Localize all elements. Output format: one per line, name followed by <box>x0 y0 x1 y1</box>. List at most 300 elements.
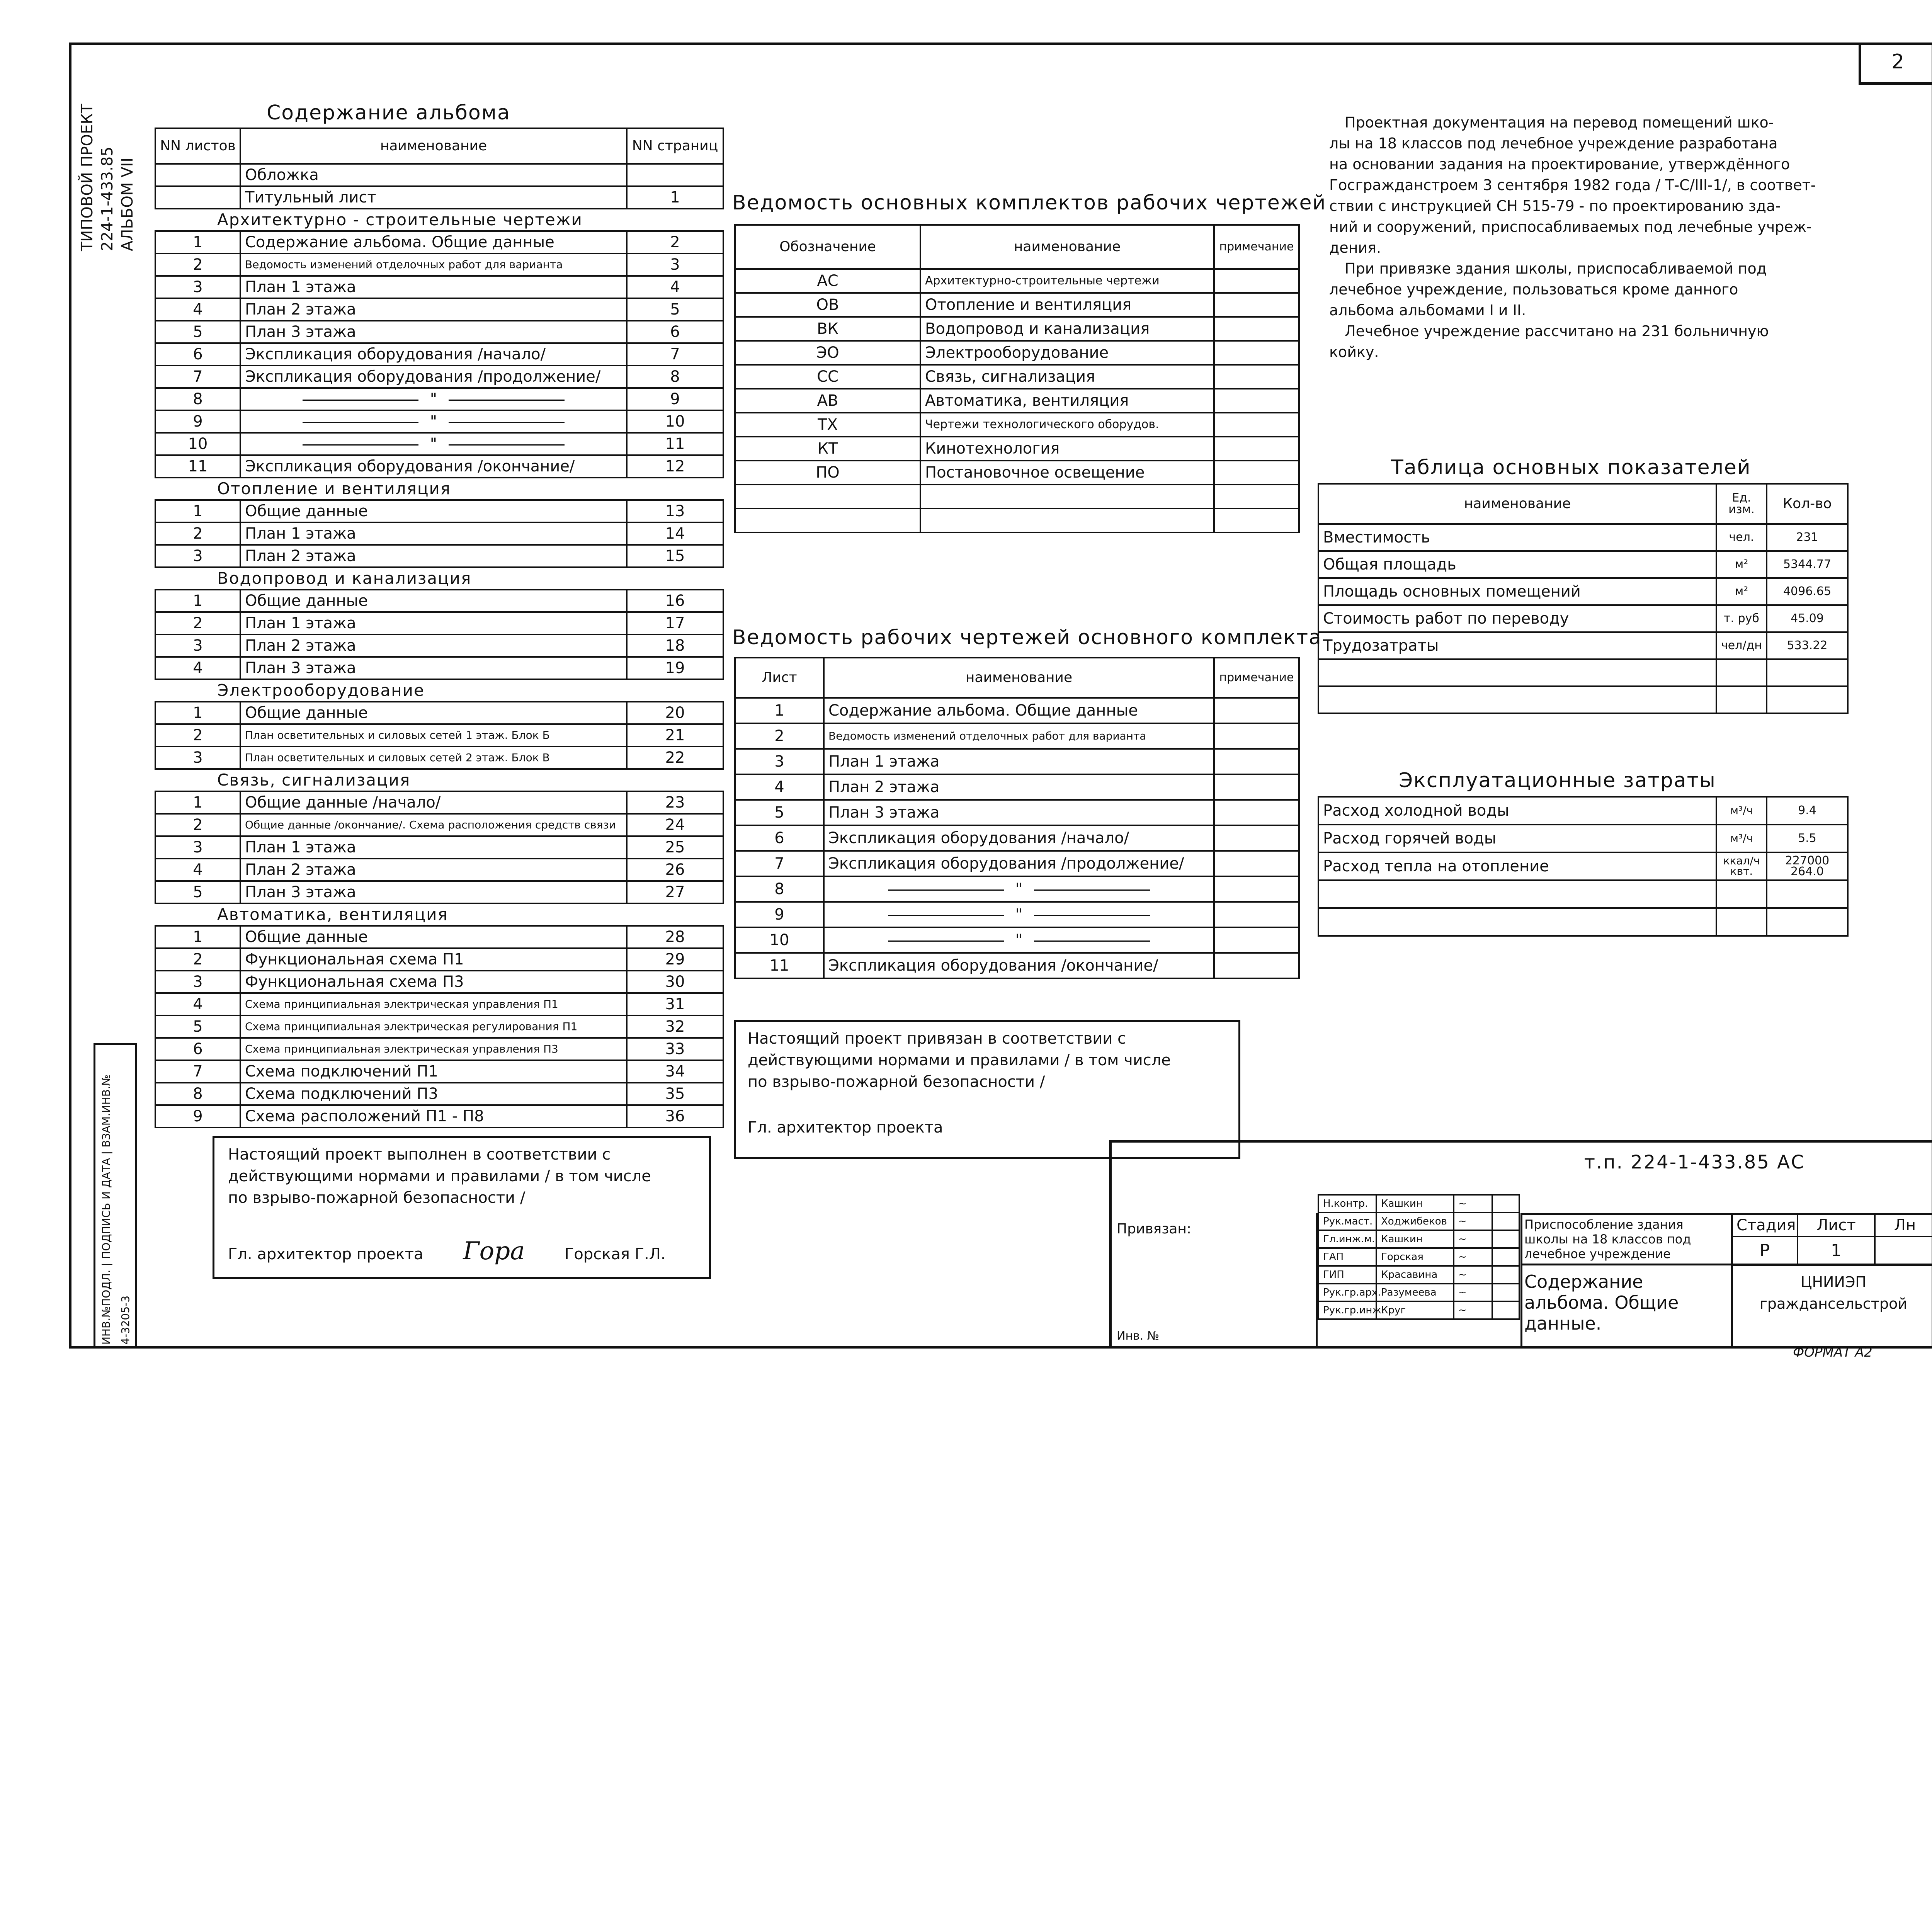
set-note <box>1214 317 1299 341</box>
page-no: 31 <box>627 993 723 1015</box>
title-code: т.п. 224-1-433.85 АС <box>1584 1151 1805 1173</box>
sheet-note <box>1214 723 1299 749</box>
table-row <box>155 769 723 791</box>
table-row <box>155 298 723 321</box>
table-row <box>1318 1284 1519 1301</box>
description-line: на основании задания на проектирование, утверждённого <box>1329 156 1790 173</box>
ditto-line <box>303 422 418 423</box>
page-no: 11 <box>627 433 723 455</box>
sheet-no: 1 <box>155 590 240 612</box>
page-no: 23 <box>627 791 723 814</box>
indicator-qty: 533.22 <box>1767 632 1848 659</box>
sheet-name: Содержание альбома. Общие данные <box>240 231 627 253</box>
person-signature: ~ <box>1454 1284 1492 1301</box>
set-code: КТ <box>735 437 920 461</box>
set-code: ПО <box>735 461 920 485</box>
indicators-title: Таблица основных показателей <box>1391 456 1751 479</box>
person-signature: ~ <box>1454 1213 1492 1230</box>
page-no: 1 <box>627 186 723 209</box>
set-code: ТХ <box>735 413 920 437</box>
table-row <box>735 293 1299 317</box>
sheet-name: План 1 этажа <box>240 522 627 545</box>
sheet-no: 7 <box>735 851 824 876</box>
set-note <box>1214 389 1299 413</box>
page-no: 20 <box>627 702 723 724</box>
set-note <box>1214 341 1299 365</box>
work-drawings-rows <box>735 698 1299 978</box>
sheet-no: 6 <box>735 825 824 851</box>
sheet-no: 11 <box>155 455 240 478</box>
person-name: Кашкин <box>1376 1230 1454 1248</box>
set-name: Водопровод и канализация <box>920 317 1214 341</box>
table-row <box>155 1105 723 1128</box>
sheet-name: План 3 этажа <box>240 881 627 903</box>
sheet-name: План осветительных и силовых сетей 2 этаж. Блок В <box>240 747 627 769</box>
person-role: Гл.инж.м. <box>1318 1230 1376 1248</box>
indicator-unit <box>1716 659 1767 686</box>
sheet-no: 2 <box>155 814 240 836</box>
sheet-name: Экспликация оборудования /начало/ <box>240 343 627 366</box>
work-drawings-table: Лист наименование примечание 1 Содержание альбома. Общие данные 2 Ведомость изменений отделочных работ для варианта 3 План 1 этажа 4 План 2 этажа 5 План 3 этажа 6 Экспликация оборудования /начало/ 7 Экспликация оборудования /продолжение/ 8 " 9 " 10 " 11 Экспликация оборудования /окончание/ <box>734 657 1300 979</box>
indicator-name: Стоимость работ по переводу <box>1318 605 1716 632</box>
person-signature: ~ <box>1454 1195 1492 1213</box>
set-name: Архитектурно-строительные чертежи <box>920 269 1214 293</box>
table-row <box>155 164 723 186</box>
set-note <box>1214 269 1299 293</box>
page-no: 10 <box>627 410 723 433</box>
table-row <box>1318 686 1848 713</box>
sheet-name: План 1 этажа <box>824 749 1214 774</box>
sheet-name: " <box>240 433 627 455</box>
person-role: ГИП <box>1318 1266 1376 1284</box>
set-note <box>1214 365 1299 389</box>
ditto-line <box>1034 915 1150 916</box>
cost-qty <box>1767 908 1848 936</box>
stage-table: Стадия Лист Лн Р 1 <box>1731 1213 1932 1266</box>
table-row <box>155 993 723 1015</box>
sheet-name: Схема принципиальная электрическая управления П3 <box>240 1038 627 1060</box>
table-row <box>155 814 723 836</box>
sheet-name: План осветительных и силовых сетей 1 этаж. Блок Б <box>240 724 627 747</box>
page-no: 5 <box>627 298 723 321</box>
table-row <box>155 433 723 455</box>
contents-table <box>155 128 724 1128</box>
section-heading: Архитектурно - строительные чертежи <box>155 209 723 231</box>
sheet-no: 1 <box>155 500 240 522</box>
table-row <box>735 413 1299 437</box>
indicator-unit <box>1716 686 1767 713</box>
table-row <box>1318 1266 1519 1284</box>
sheet-name: План 1 этажа <box>240 836 627 859</box>
table-row <box>155 747 723 769</box>
table-row <box>155 702 723 724</box>
sheet-no: 1 <box>155 702 240 724</box>
set-name: Связь, сигнализация <box>920 365 1214 389</box>
main-sets-table: Обозначение наименование примечание АС Архитектурно-строительные чертежи ОВ Отопление и вентиляция ВК Водопровод и канализация ЭО Электрооборудование СС Связь, сигнализация АВ Автоматика, вентиляция ТХ Чертежи технологического оборудов. КТ Кинотехнология ПО Постановочное освещение <box>734 224 1300 533</box>
table-row <box>1318 632 1848 659</box>
note-left-signer: Гл. архитектор проекта Гора Горская Г.Л. <box>228 1237 666 1265</box>
indicator-qty: 5344.77 <box>1767 551 1848 578</box>
table-row <box>735 800 1299 825</box>
page-no: 6 <box>627 321 723 343</box>
table-row <box>1318 605 1848 632</box>
sheet-name: " <box>824 876 1214 902</box>
ditto-line <box>888 889 1004 891</box>
cost-qty: 9.4 <box>1767 797 1848 825</box>
sheet-no: 6 <box>155 343 240 366</box>
table-row <box>735 389 1299 413</box>
sheet-note <box>1214 774 1299 800</box>
sheet-name: План 2 этажа <box>240 298 627 321</box>
table-row <box>735 749 1299 774</box>
page-no: 17 <box>627 612 723 634</box>
table-row <box>155 724 723 747</box>
table-row <box>155 634 723 657</box>
sheet-name: Схема расположений П1 - П8 <box>240 1105 627 1128</box>
sheet-no: 1 <box>155 231 240 253</box>
set-name: Электрооборудование <box>920 341 1214 365</box>
project-name: Приспособление здания школы на 18 классов под лечебное учреждение <box>1524 1217 1691 1261</box>
table-row <box>735 851 1299 876</box>
sheet-name: Содержание альбома. Общие данные <box>824 698 1214 723</box>
person-name: Круг <box>1376 1301 1454 1319</box>
person-name: Кашкин <box>1376 1195 1454 1213</box>
indicators-table: наименование Ед. изм. Кол-во Вместимость чел. 231 Общая площадь м² 5344.77 Площадь основных помещений м² 4096.65 Стоимость работ по переводу т. руб 45.09 Трудозатраты чел/дн 533.22 <box>1318 483 1849 714</box>
table-row <box>155 836 723 859</box>
sheet-no: 9 <box>155 410 240 433</box>
page-no: 27 <box>627 881 723 903</box>
col-name: наименование <box>240 128 627 164</box>
sheet-name: Ведомость изменений отделочных работ для варианта <box>240 253 627 276</box>
description-line: лы на 18 классов под лечебное учреждение разработана <box>1329 135 1778 152</box>
sheet-name: Ведомость изменений отделочных работ для варианта <box>824 723 1214 749</box>
page-no: 36 <box>627 1105 723 1128</box>
person-name: Ходжибеков <box>1376 1213 1454 1230</box>
table-row <box>735 269 1299 293</box>
table-row <box>155 1083 723 1105</box>
page-no: 19 <box>627 657 723 679</box>
page-no: 32 <box>627 1015 723 1038</box>
sheet-note <box>1214 876 1299 902</box>
table-row <box>155 410 723 433</box>
table-row <box>155 971 723 993</box>
cost-name <box>1318 880 1716 908</box>
sheet-no: 3 <box>155 545 240 567</box>
table-row <box>1318 908 1848 936</box>
page-no: 30 <box>627 971 723 993</box>
sheet-no: 4 <box>155 657 240 679</box>
table-row <box>155 1015 723 1038</box>
sheet-no: 3 <box>155 747 240 769</box>
sheet-name: Функциональная схема П1 <box>240 948 627 971</box>
sheet-no: 7 <box>155 366 240 388</box>
cost-name <box>1318 908 1716 936</box>
indicator-unit: чел/дн <box>1716 632 1767 659</box>
sheet-no: 2 <box>735 723 824 749</box>
indicator-name: Общая площадь <box>1318 551 1716 578</box>
page-no: 14 <box>627 522 723 545</box>
sheet-name: Экспликация оборудования /начало/ <box>824 825 1214 851</box>
indicator-name: Трудозатраты <box>1318 632 1716 659</box>
sheet-name: Функциональная схема П3 <box>240 971 627 993</box>
page-no: 2 <box>627 231 723 253</box>
page-no: 9 <box>627 388 723 410</box>
operating-costs-table <box>1318 796 1849 937</box>
table-row <box>155 231 723 253</box>
section-heading: Электрооборудование <box>155 679 723 702</box>
contents-title: Содержание альбома <box>267 101 510 124</box>
table-row <box>735 927 1299 953</box>
table-row <box>155 545 723 567</box>
sheet-no: 2 <box>155 522 240 545</box>
sheet-no <box>155 186 240 209</box>
indicator-qty <box>1767 659 1848 686</box>
main-sets-rows <box>735 269 1299 532</box>
indicator-name: Площадь основных помещений <box>1318 578 1716 605</box>
table-row <box>735 876 1299 902</box>
cost-unit <box>1716 908 1767 936</box>
sheet-no: 1 <box>155 791 240 814</box>
cost-unit: м³/ч <box>1716 825 1767 852</box>
section-heading: Связь, сигнализация <box>155 769 723 791</box>
table-row <box>155 1060 723 1083</box>
table-row <box>735 953 1299 978</box>
table-row <box>155 388 723 410</box>
cost-qty: 227000 264.0 <box>1767 852 1848 880</box>
page-no: 21 <box>627 724 723 747</box>
side-stamp-text: ИНВ.№ПОДЛ. | ПОДПИСЬ И ДАТА | ВЗАМ.ИНВ.№ 4-3205-3 <box>100 1075 132 1345</box>
table-row <box>1318 578 1848 605</box>
sheet-no: 10 <box>735 927 824 953</box>
indicator-qty: 231 <box>1767 524 1848 551</box>
indicator-unit: т. руб <box>1716 605 1767 632</box>
sheet-no: 5 <box>155 321 240 343</box>
note-center: Настоящий проект привязан в соответствии с действующими нормами и правилами / в том числе по взрыво-пожарной безопасности / <box>748 1030 1171 1091</box>
description-line: лечебное учреждение, пользоваться кроме данного <box>1329 281 1738 298</box>
table-row <box>155 612 723 634</box>
sheet-name: Общие данные /окончание/. Схема расположения средств связи <box>240 814 627 836</box>
sheet-no: 7 <box>155 1060 240 1083</box>
page-no: 3 <box>627 253 723 276</box>
sheet-name: Экспликация оборудования /окончание/ <box>824 953 1214 978</box>
sheet-note <box>1214 800 1299 825</box>
sheet-name: Схема подключений П1 <box>240 1060 627 1083</box>
table-row <box>155 679 723 702</box>
sheet-title: Содержание альбома. Общие данные. <box>1524 1271 1679 1334</box>
person-role: Рук.гр.арх. <box>1318 1284 1376 1301</box>
page-no: 35 <box>627 1083 723 1105</box>
table-row <box>155 948 723 971</box>
table-row <box>155 567 723 590</box>
sheet-name: Экспликация оборудования /продолжение/ <box>824 851 1214 876</box>
main-sets-title: Ведомость основных комплектов рабочих чертежей <box>732 191 1327 214</box>
sheet-name: Обложка <box>240 164 627 186</box>
description-line: альбома альбомами I и II. <box>1329 302 1526 319</box>
note-center-signer: Гл. архитектор проекта <box>748 1119 943 1136</box>
ditto-line <box>888 940 1004 942</box>
section-heading: Водопровод и канализация <box>155 567 723 590</box>
set-code: АС <box>735 269 920 293</box>
set-code: ВК <box>735 317 920 341</box>
sheet-note <box>1214 927 1299 953</box>
ditto-line <box>303 444 418 446</box>
sheet-name: Схема подключений П3 <box>240 1083 627 1105</box>
sheet-name: Общие данные <box>240 590 627 612</box>
sheet-note <box>1214 698 1299 723</box>
sheet-no: 4 <box>735 774 824 800</box>
table-row <box>1318 880 1848 908</box>
description-line: ствии с инструкцией СН 515-79 - по проектированию зда- <box>1329 197 1781 214</box>
ditto-line <box>1034 889 1150 891</box>
table-row <box>155 657 723 679</box>
cost-name: Расход тепла на отопление <box>1318 852 1716 880</box>
sheet-no: 2 <box>155 612 240 634</box>
sheet-no: 3 <box>155 276 240 298</box>
table-row <box>155 590 723 612</box>
table-row <box>1318 1301 1519 1319</box>
set-name: Постановочное освещение <box>920 461 1214 485</box>
table-row <box>155 455 723 478</box>
table-row <box>1318 1213 1519 1230</box>
set-note <box>1214 485 1299 509</box>
sheet-name: " <box>240 388 627 410</box>
sheet-no: 5 <box>735 800 824 825</box>
table-row <box>1318 1230 1519 1248</box>
set-note <box>1214 413 1299 437</box>
contents-rows <box>155 164 723 1128</box>
table-row <box>1318 659 1848 686</box>
table-row <box>735 509 1299 532</box>
table-row <box>735 485 1299 509</box>
cost-qty: 5.5 <box>1767 825 1848 852</box>
sheet-no: 5 <box>155 1015 240 1038</box>
sheet-no: 4 <box>155 859 240 881</box>
person-signature: ~ <box>1454 1301 1492 1319</box>
table-row <box>735 698 1299 723</box>
sheet-no: 9 <box>735 902 824 927</box>
set-name: Автоматика, вентиляция <box>920 389 1214 413</box>
indicator-name <box>1318 686 1716 713</box>
ditto-line <box>449 444 565 446</box>
table-row <box>735 437 1299 461</box>
sheet-name: Экспликация оборудования /продолжение/ <box>240 366 627 388</box>
sheet-no: 8 <box>155 1083 240 1105</box>
note-left: Настоящий проект выполнен в соответствии с действующими нормами и правилами / в том числе по взрыво-пожарной безопасности / <box>228 1146 651 1207</box>
page-no: 7 <box>627 343 723 366</box>
table-row <box>1318 524 1848 551</box>
person-name: Горская <box>1376 1248 1454 1266</box>
set-code: СС <box>735 365 920 389</box>
table-row <box>155 522 723 545</box>
description-line: ний и сооружений, приспосабливаемых под лечебные учреж- <box>1329 218 1812 235</box>
sheet-name: Схема принципиальная электрическая управления П1 <box>240 993 627 1015</box>
sheet-name: План 2 этажа <box>240 634 627 657</box>
cost-unit: ккал/ч квт. <box>1716 852 1767 880</box>
section-heading: Отопление и вентиляция <box>155 478 723 500</box>
cost-name: Расход горячей воды <box>1318 825 1716 852</box>
sheet-no: 10 <box>155 433 240 455</box>
table-row <box>1318 852 1848 880</box>
sheet-number-box <box>1859 43 1932 85</box>
sheet-no: 3 <box>155 971 240 993</box>
sheet-no: 4 <box>155 298 240 321</box>
table-row <box>735 723 1299 749</box>
sheet-name: Титульный лист <box>240 186 627 209</box>
ditto-line <box>449 422 565 423</box>
set-code: ОВ <box>735 293 920 317</box>
description-line: Проектная документация на перевод помещений шко- <box>1345 114 1774 131</box>
table-row <box>155 209 723 231</box>
table-row <box>735 825 1299 851</box>
page-no: 24 <box>627 814 723 836</box>
indicator-qty <box>1767 686 1848 713</box>
description-line: При привязке здания школы, приспосабливаемой под <box>1345 260 1767 277</box>
sheet-no: 6 <box>155 1038 240 1060</box>
sheet-note <box>1214 953 1299 978</box>
sheet-note <box>1214 851 1299 876</box>
page-no: 34 <box>627 1060 723 1083</box>
table-row <box>155 500 723 522</box>
table-row <box>1318 825 1848 852</box>
set-name <box>920 485 1214 509</box>
person-name: Красавина <box>1376 1266 1454 1284</box>
sheet-name: Общие данные /начало/ <box>240 791 627 814</box>
operating-costs-rows <box>1318 797 1848 936</box>
title-divider-3 <box>1520 1213 1522 1349</box>
page-no: 12 <box>627 455 723 478</box>
page-no: 29 <box>627 948 723 971</box>
set-name <box>920 509 1214 532</box>
sheet-no <box>155 164 240 186</box>
page-no: 28 <box>627 926 723 948</box>
page-no: 15 <box>627 545 723 567</box>
sheet-no: 3 <box>155 836 240 859</box>
ditto-line <box>303 400 418 401</box>
page-no: 8 <box>627 366 723 388</box>
table-row <box>1318 1195 1519 1213</box>
table-row <box>155 478 723 500</box>
table-row <box>735 902 1299 927</box>
table-row <box>155 1038 723 1060</box>
sheet-no: 4 <box>155 993 240 1015</box>
table-row <box>735 341 1299 365</box>
sheet-note <box>1214 825 1299 851</box>
sheet-name: " <box>824 902 1214 927</box>
sheet-name: " <box>824 927 1214 953</box>
indicator-unit: м² <box>1716 551 1767 578</box>
sheet-name: План 3 этажа <box>240 321 627 343</box>
person-role: ГАП <box>1318 1248 1376 1266</box>
person-role: Рук.гр.инж. <box>1318 1301 1376 1319</box>
set-note <box>1214 437 1299 461</box>
cost-unit <box>1716 880 1767 908</box>
table-row <box>735 365 1299 389</box>
indicator-qty: 45.09 <box>1767 605 1848 632</box>
sheet-name: Общие данные <box>240 500 627 522</box>
ditto-line <box>888 915 1004 916</box>
table-row <box>735 461 1299 485</box>
sheet-no: 2 <box>155 948 240 971</box>
set-code <box>735 509 920 532</box>
table-row <box>155 366 723 388</box>
description-line: дения. <box>1329 239 1381 256</box>
table-row <box>155 859 723 881</box>
linked-box: Привязан: <box>1109 1213 1318 1349</box>
format-label: ФОРМАТ А2 <box>1793 1345 1872 1360</box>
sheet-name: План 2 этажа <box>824 774 1214 800</box>
page-no: 18 <box>627 634 723 657</box>
sheet-name: План 3 этажа <box>824 800 1214 825</box>
